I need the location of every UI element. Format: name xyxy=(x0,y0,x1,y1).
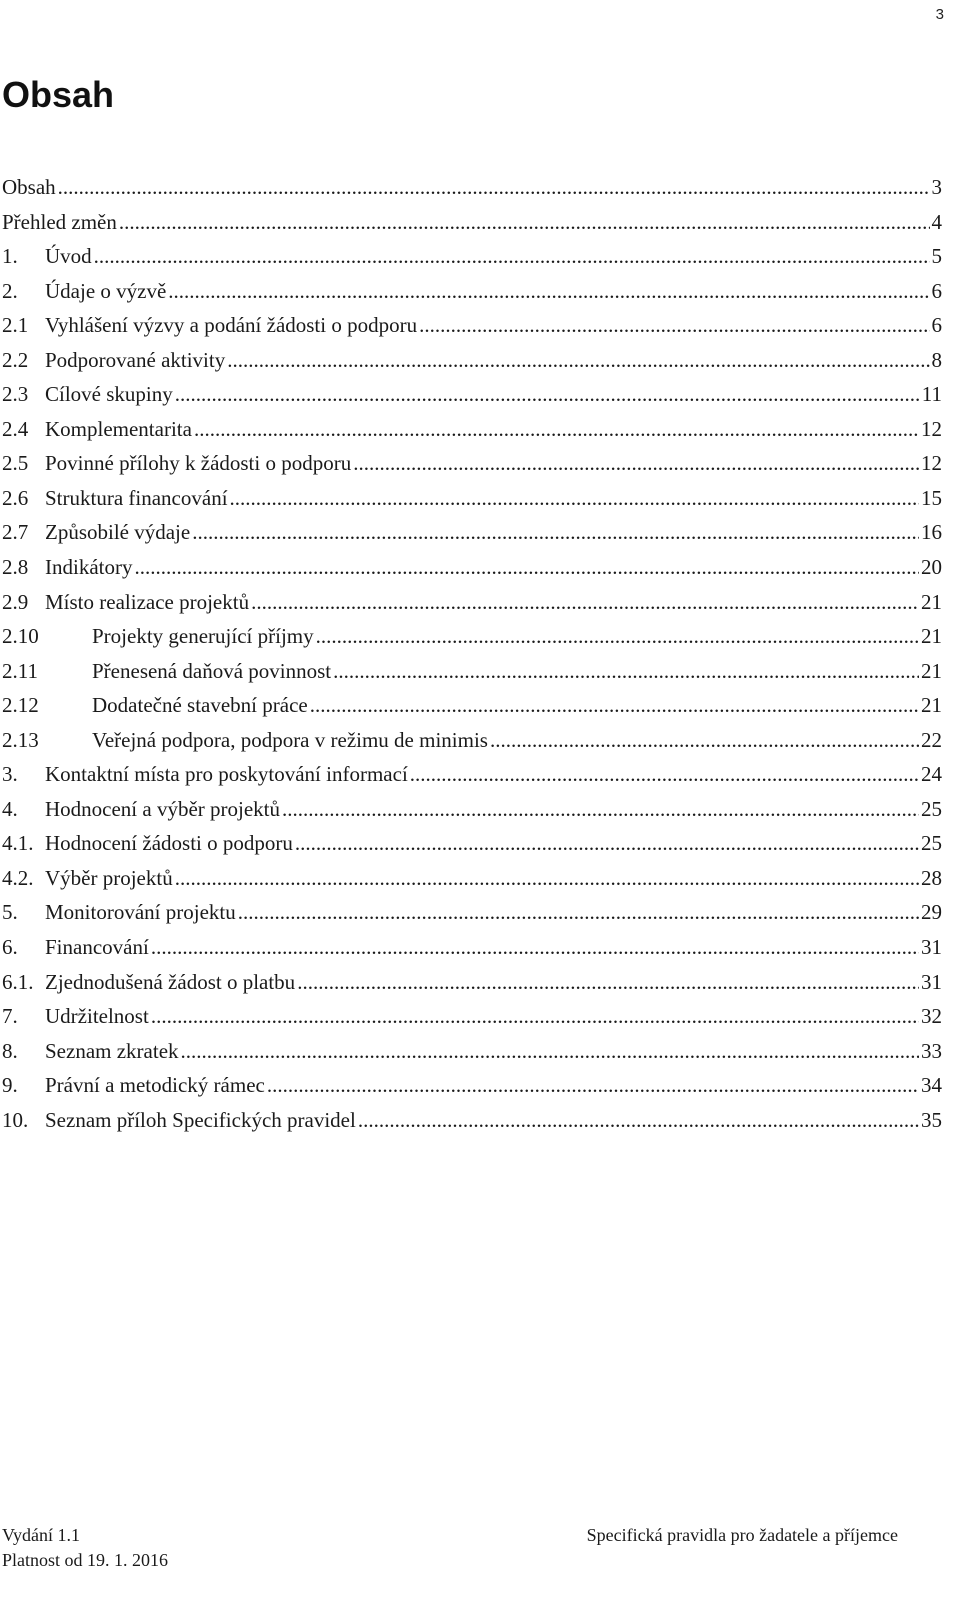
toc-entry-page[interactable]: 16 xyxy=(921,520,942,545)
toc-entry[interactable] xyxy=(2,621,942,656)
toc-entry-page[interactable]: 6 xyxy=(931,278,942,303)
toc-entry[interactable] xyxy=(2,345,942,380)
toc-entry[interactable] xyxy=(2,276,942,311)
toc-entry-title[interactable]: Přenesená daňová povinnost xyxy=(92,658,332,683)
footer-document-title: Specifická pravidla pro žadatele a příjemce xyxy=(586,1525,898,1545)
toc-entry-number: 9. xyxy=(2,1073,18,1098)
toc-entry[interactable] xyxy=(2,794,942,829)
toc-entry-page[interactable]: 21 xyxy=(921,589,942,614)
toc-entry-page[interactable]: 35 xyxy=(921,1107,942,1132)
toc-entry-title[interactable]: Vyhlášení výzvy a podání žádosti o podporu xyxy=(45,313,418,338)
toc-dot-leader xyxy=(151,932,919,962)
toc-dot-leader xyxy=(230,483,919,513)
toc-entry-number: 1. xyxy=(2,244,18,269)
toc-entry-number: 10. xyxy=(2,1107,29,1132)
toc-entry-title[interactable]: Veřejná podpora, podpora v režimu de minimis xyxy=(92,727,488,752)
toc-entry-number: 2.7 xyxy=(2,520,29,545)
toc-entry-number: 8. xyxy=(2,1038,18,1063)
toc-entry-number: 4.1. xyxy=(2,831,34,856)
toc-entry-number: 2.8 xyxy=(2,555,29,580)
toc-entry-title[interactable]: Udržitelnost xyxy=(45,1004,149,1029)
page-number: 3 xyxy=(935,6,944,23)
toc-dot-leader xyxy=(94,241,930,271)
toc-entry[interactable] xyxy=(2,310,942,345)
toc-entry-page[interactable]: 15 xyxy=(921,485,942,510)
toc-entry-title[interactable]: Projekty generující příjmy xyxy=(92,624,314,649)
toc-entry-title[interactable]: Kontaktní místa pro poskytování informací xyxy=(45,762,408,787)
toc-entry[interactable] xyxy=(2,1105,942,1140)
toc-entry-page[interactable]: 20 xyxy=(921,555,942,580)
toc-entry-number: 2.3 xyxy=(2,382,29,407)
toc-entry-number: 3. xyxy=(2,762,18,787)
toc-entry[interactable] xyxy=(2,932,942,967)
toc-dot-leader xyxy=(238,897,919,927)
toc-dot-leader xyxy=(333,656,919,686)
toc-entry[interactable] xyxy=(2,517,942,552)
toc-dot-leader xyxy=(410,759,919,789)
footer-validity: Platnost od 19. 1. 2016 xyxy=(2,1550,169,1570)
toc-entry-title[interactable]: Cílové skupiny xyxy=(45,382,173,407)
toc-entry-title[interactable]: Seznam zkratek xyxy=(45,1038,179,1063)
toc-dot-leader xyxy=(168,276,929,306)
toc-entry-page[interactable]: 12 xyxy=(921,416,942,441)
toc-entry-number: 2.11 xyxy=(2,658,38,683)
toc-dot-leader xyxy=(194,414,919,444)
toc-entry-title[interactable]: Povinné přílohy k žádosti o podporu xyxy=(45,451,352,476)
toc-entry-page[interactable]: 12 xyxy=(921,451,942,476)
toc-entry-number: 2.13 xyxy=(2,727,39,752)
toc-entry-number: 5. xyxy=(2,900,18,925)
toc-dot-leader xyxy=(310,690,919,720)
toc-dot-leader xyxy=(297,967,919,997)
toc-dot-leader xyxy=(251,587,919,617)
toc-entry[interactable] xyxy=(2,1036,942,1071)
toc-entry-title[interactable]: Financování xyxy=(45,935,149,960)
toc-entry[interactable] xyxy=(2,690,942,725)
toc-entry-page[interactable]: 5 xyxy=(931,244,942,269)
toc-entry-page[interactable]: 31 xyxy=(921,969,942,994)
toc-entry-page[interactable]: 6 xyxy=(931,313,942,338)
toc-dot-leader xyxy=(358,1105,919,1135)
toc-entry-page[interactable]: 8 xyxy=(931,347,942,372)
toc-entry[interactable] xyxy=(2,172,942,207)
toc-entry-number: 4. xyxy=(2,796,18,821)
toc-dot-leader xyxy=(267,1070,919,1100)
footer-edition: Vydání 1.1 xyxy=(2,1525,80,1545)
toc-heading: Obsah xyxy=(2,74,115,115)
toc-entry[interactable] xyxy=(2,725,942,760)
table-of-contents xyxy=(2,172,942,1139)
toc-entry-page[interactable]: 22 xyxy=(921,727,942,752)
toc-entry-page[interactable]: 25 xyxy=(921,796,942,821)
toc-entry[interactable] xyxy=(2,1070,942,1105)
toc-entry-page[interactable]: 11 xyxy=(921,382,942,407)
toc-entry-number: 6.1. xyxy=(2,969,34,994)
toc-dot-leader xyxy=(295,828,919,858)
toc-entry-title[interactable]: Struktura financování xyxy=(45,485,228,510)
toc-entry-number: 2.1 xyxy=(2,313,29,338)
toc-entry-number: 2.5 xyxy=(2,451,29,476)
toc-entry-number: 2. xyxy=(2,278,18,303)
toc-entry-title[interactable]: Hodnocení a výběr projektů xyxy=(45,796,281,821)
toc-entry-title[interactable]: Podporované aktivity xyxy=(45,347,226,372)
toc-entry-title[interactable]: Právní a metodický rámec xyxy=(45,1073,265,1098)
toc-entry-title[interactable]: Monitorování projektu xyxy=(45,900,236,925)
toc-entry-title[interactable]: Hodnocení žádosti o podporu xyxy=(45,831,293,856)
toc-dot-leader xyxy=(119,207,930,237)
toc-dot-leader xyxy=(181,1036,919,1066)
toc-entry[interactable] xyxy=(2,759,942,794)
toc-entry[interactable] xyxy=(2,1001,942,1036)
toc-dot-leader xyxy=(227,345,929,375)
toc-entry[interactable] xyxy=(2,448,942,483)
toc-dot-leader xyxy=(419,310,929,340)
toc-entry-title[interactable]: Zjednodušená žádost o platbu xyxy=(45,969,296,994)
toc-entry-title[interactable]: Údaje o výzvě xyxy=(45,278,167,303)
toc-entry[interactable] xyxy=(2,863,942,898)
toc-entry-number: 2.9 xyxy=(2,589,29,614)
toc-dot-leader xyxy=(175,863,919,893)
toc-entry[interactable] xyxy=(2,552,942,587)
toc-entry-number: 2.10 xyxy=(2,624,39,649)
toc-entry-page[interactable]: 24 xyxy=(921,762,942,787)
toc-entry-number: 2.4 xyxy=(2,416,29,441)
toc-entry-page[interactable]: 21 xyxy=(921,658,942,683)
toc-entry-number: 2.2 xyxy=(2,347,29,372)
toc-entry-page[interactable]: 29 xyxy=(921,900,942,925)
toc-entry[interactable] xyxy=(2,967,942,1002)
toc-dot-leader xyxy=(58,172,930,202)
toc-entry-page[interactable]: 31 xyxy=(921,935,942,960)
toc-entry-page[interactable]: 28 xyxy=(921,865,942,890)
toc-entry[interactable] xyxy=(2,379,942,414)
toc-entry[interactable] xyxy=(2,207,942,242)
toc-dot-leader xyxy=(151,1001,919,1031)
toc-entry-title[interactable]: Seznam příloh Specifických pravidel xyxy=(45,1107,356,1132)
toc-entry-page[interactable]: 32 xyxy=(921,1004,942,1029)
toc-entry-number: 7. xyxy=(2,1004,18,1029)
toc-entry-page[interactable]: 25 xyxy=(921,831,942,856)
toc-dot-leader xyxy=(134,552,919,582)
toc-entry-title[interactable]: Způsobilé výdaje xyxy=(45,520,191,545)
toc-entry[interactable] xyxy=(2,897,942,932)
toc-entry-page[interactable]: 33 xyxy=(921,1038,942,1063)
toc-entry[interactable] xyxy=(2,414,942,449)
toc-entry-title[interactable]: Obsah xyxy=(2,175,56,199)
toc-dot-leader xyxy=(316,621,919,651)
toc-entry[interactable] xyxy=(2,656,942,691)
toc-entry-title[interactable]: Výběr projektů xyxy=(45,865,173,890)
toc-entry-page[interactable]: 4 xyxy=(931,209,942,234)
toc-dot-leader xyxy=(490,725,919,755)
toc-entry-title[interactable]: Přehled změn xyxy=(2,209,117,234)
toc-entry-page[interactable]: 3 xyxy=(931,175,942,199)
toc-entry[interactable] xyxy=(2,587,942,622)
toc-entry-page[interactable]: 21 xyxy=(921,624,942,649)
toc-entry-number: 6. xyxy=(2,935,18,960)
toc-entry[interactable] xyxy=(2,828,942,863)
toc-entry[interactable] xyxy=(2,483,942,518)
toc-entry[interactable] xyxy=(2,241,942,276)
toc-dot-leader xyxy=(282,794,919,824)
toc-entry-title[interactable]: Dodatečné stavební práce xyxy=(92,693,308,718)
toc-entry-number: 2.12 xyxy=(2,693,39,718)
toc-entry-page[interactable]: 21 xyxy=(921,693,942,718)
toc-entry-title[interactable]: Komplementarita xyxy=(45,416,192,441)
toc-entry-title[interactable]: Úvod xyxy=(45,244,92,269)
toc-dot-leader xyxy=(353,448,919,478)
toc-entry-number: 2.6 xyxy=(2,485,29,510)
toc-dot-leader xyxy=(175,379,920,409)
toc-entry-page[interactable]: 34 xyxy=(921,1073,942,1098)
toc-entry-number: 4.2. xyxy=(2,865,34,890)
toc-entry-title[interactable]: Místo realizace projektů xyxy=(45,589,250,614)
toc-dot-leader xyxy=(192,517,919,547)
toc-entry-title[interactable]: Indikátory xyxy=(45,555,133,580)
